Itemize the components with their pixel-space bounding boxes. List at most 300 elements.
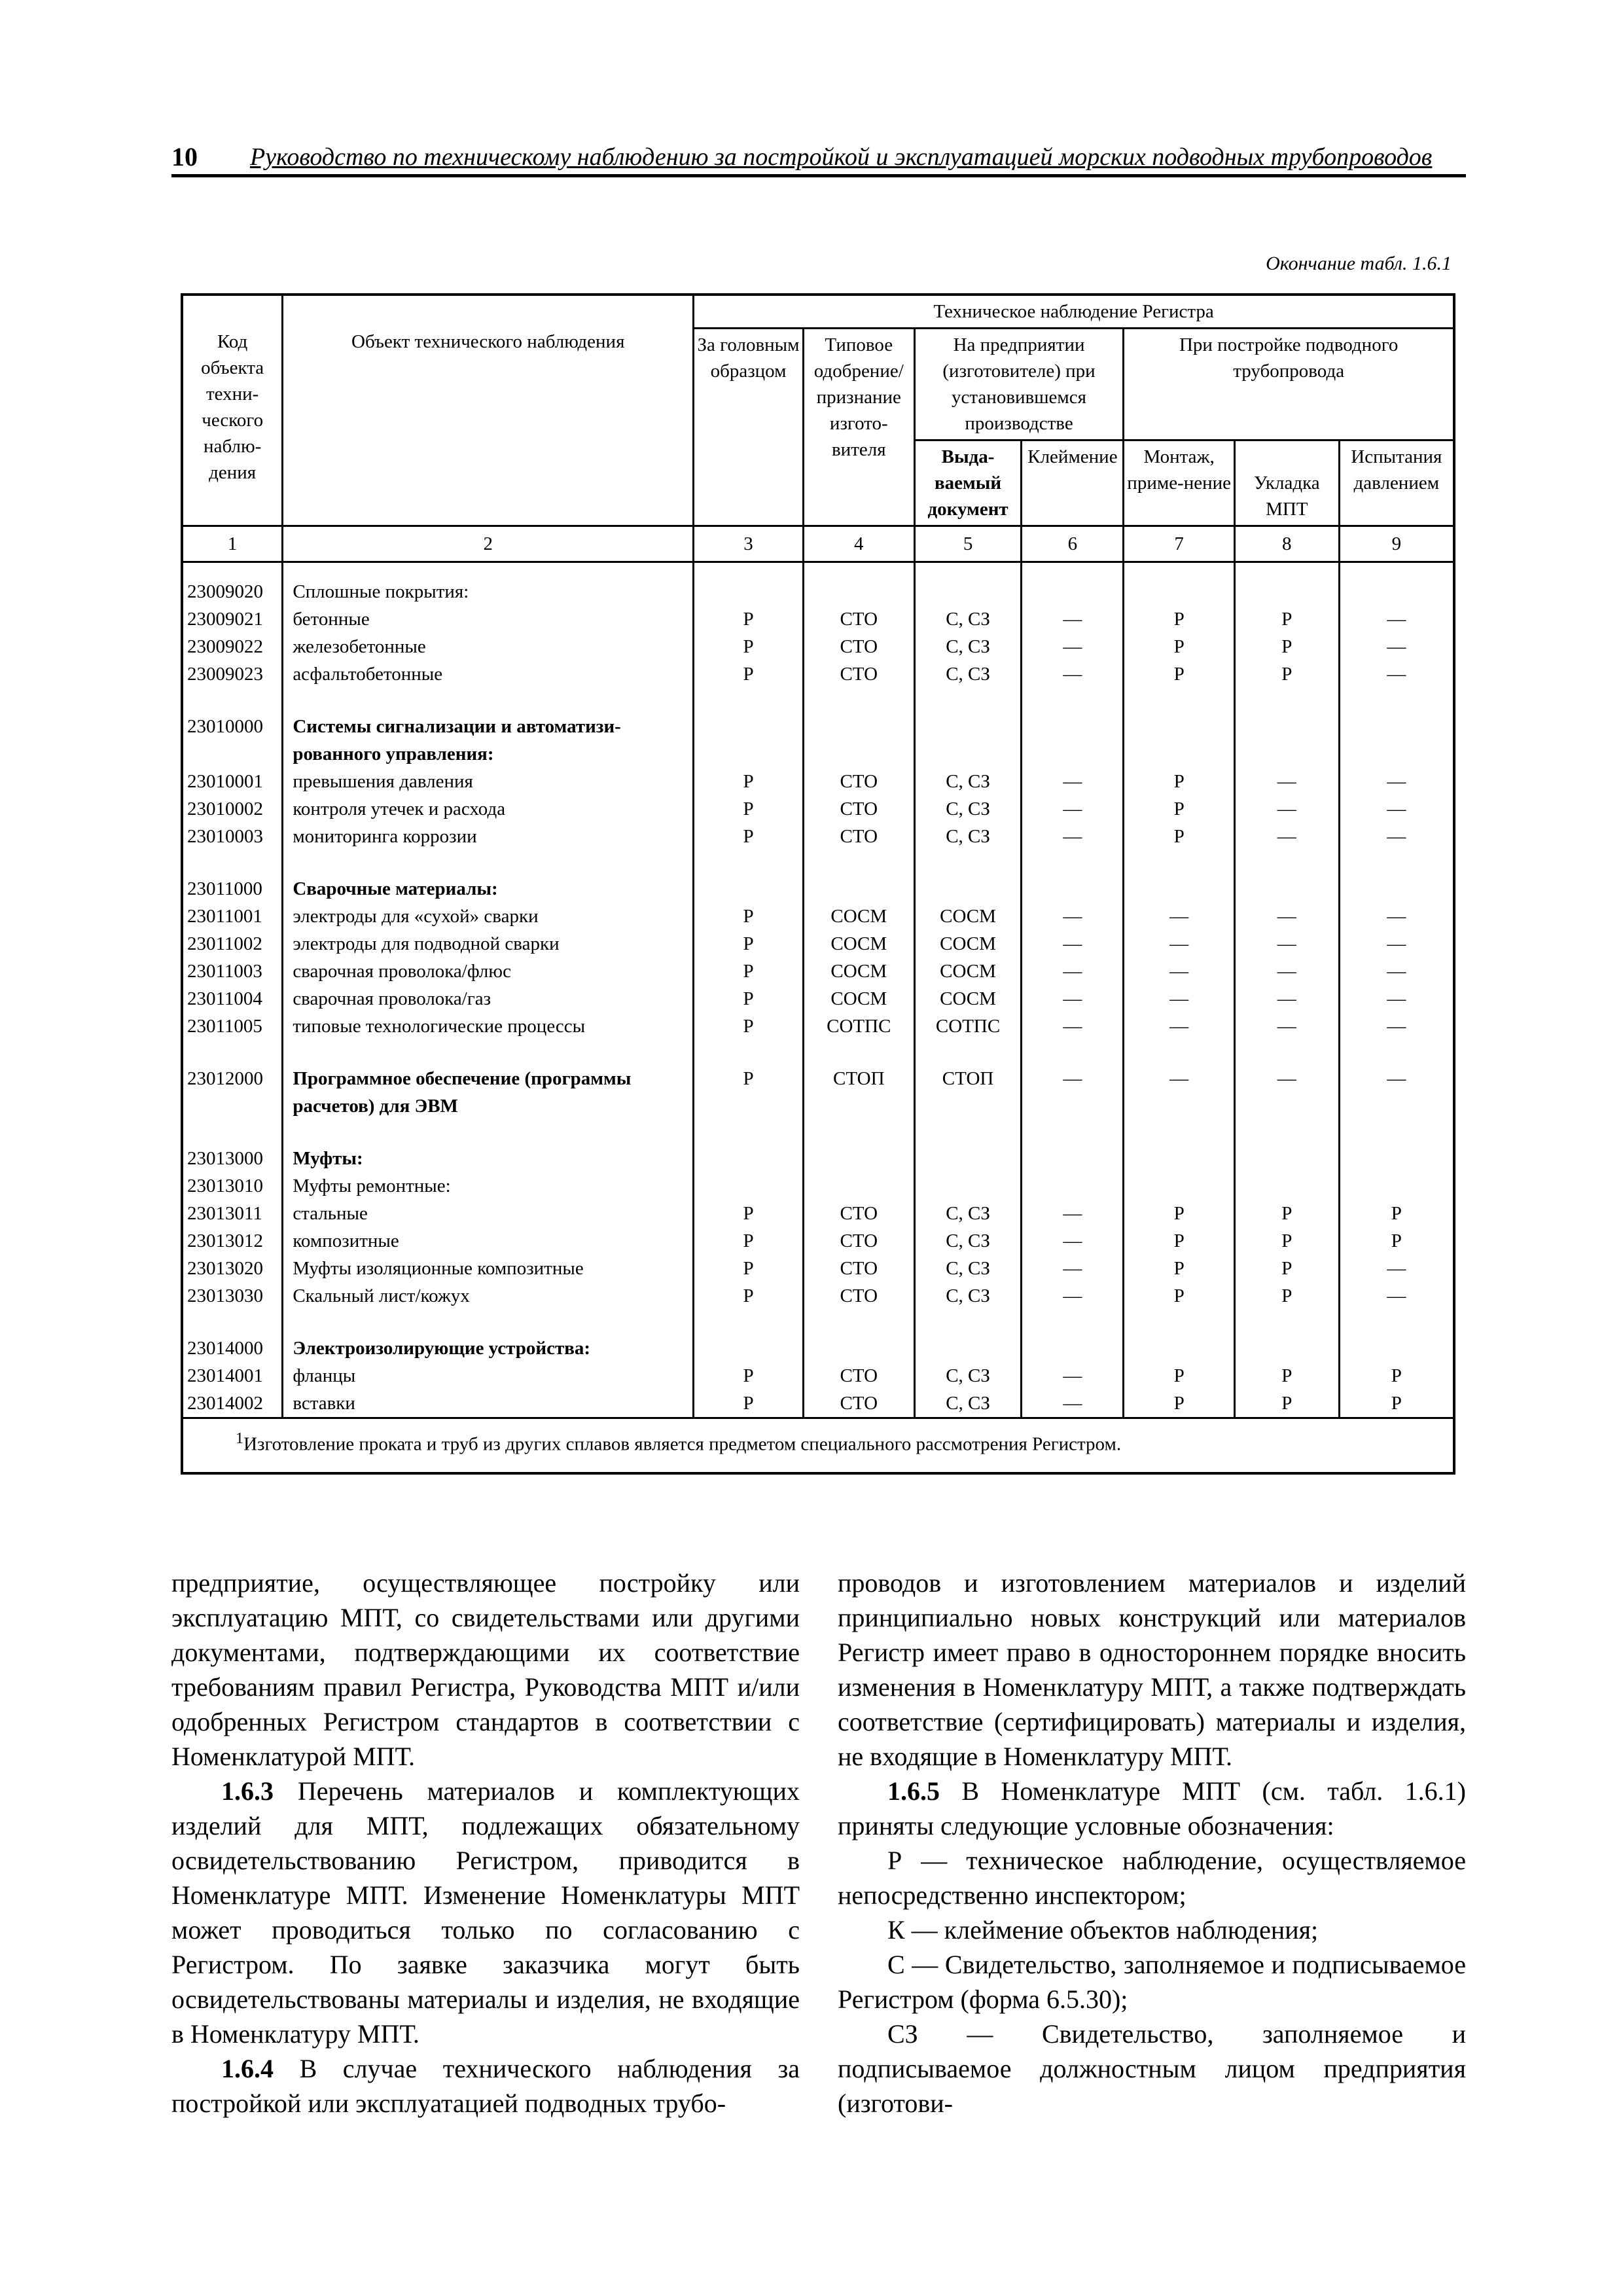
header-installation: Монтаж, приме-нение (1124, 440, 1235, 526)
supervision-value: Р (1234, 605, 1339, 633)
table-row (182, 1092, 1454, 1120)
table-row (182, 930, 1454, 958)
paragraph (838, 1843, 1466, 1912)
supervision-value: Р (1124, 823, 1235, 850)
supervision-value (914, 1172, 1022, 1200)
column-number: 2 (283, 526, 694, 562)
page-number: 10 (171, 142, 198, 171)
supervision-value: Р (1124, 1390, 1235, 1418)
object-name: бетонные (283, 605, 694, 633)
table-row (182, 1200, 1454, 1227)
object-name: железобетонные (283, 633, 694, 660)
supervision-value: СТО (803, 1362, 914, 1390)
supervision-value: СОСМ (914, 985, 1022, 1013)
object-name: Сварочные материалы: (283, 875, 694, 903)
table-row (182, 633, 1454, 660)
column-number: 6 (1022, 526, 1124, 562)
supervision-value (1234, 1172, 1339, 1200)
header-object: Объект технического наблюдения (283, 295, 694, 526)
supervision-value (1124, 1335, 1235, 1362)
supervision-value: Р (1391, 1393, 1402, 1414)
supervision-value: — (1234, 985, 1339, 1013)
object-code: 23011003 (182, 958, 283, 985)
table-row (182, 875, 1454, 903)
paragraph-number: 1.6.3 (221, 1776, 274, 1806)
paragraph-text: В Номенклатуре МПТ (см. табл. 1.6.1) приняты следующие условные обозначения: (838, 1776, 1466, 1840)
supervision-value (1022, 713, 1124, 740)
supervision-value: С, СЗ (914, 1200, 1022, 1227)
supervision-value: — (1387, 906, 1406, 927)
supervision-value: СТО (803, 795, 914, 823)
supervision-value: — (1387, 1068, 1406, 1089)
column-number: 4 (803, 526, 914, 562)
supervision-value (1234, 875, 1339, 903)
paragraph-text: Перечень материалов и комплектующих изделий для МПТ, подлежащих обязательному освидетельствованию Регистром, приводится в Номенклатуре МПТ. Изменение Номенклатуры МПТ может проводиться только по согласованию с Регистром. По заявке заказчика могут быть освидетельствованы материалы и изделия, не входящие в Номенклатуру МПТ. (171, 1776, 800, 2049)
supervision-value: — (1234, 958, 1339, 985)
supervision-value (1124, 740, 1235, 768)
supervision-value: Р (694, 1282, 804, 1310)
supervision-value (1124, 1172, 1235, 1200)
supervision-value: СОТПС (914, 1013, 1022, 1040)
nomenclature-table (181, 293, 1455, 1475)
supervision-value: — (1022, 1227, 1124, 1255)
supervision-value: Р (694, 768, 804, 795)
object-name: Сплошные покрытия: (283, 562, 694, 606)
header-branding: Клеймение (1022, 440, 1124, 526)
supervision-value: Р (1124, 605, 1235, 633)
object-name: асфальтобетонные (283, 660, 694, 688)
supervision-value (803, 1092, 914, 1120)
supervision-value: С, СЗ (914, 1362, 1022, 1390)
object-name: Муфты ремонтные: (283, 1172, 694, 1200)
supervision-value (1022, 1092, 1124, 1120)
object-code (182, 740, 283, 768)
object-code: 23010001 (182, 768, 283, 795)
supervision-value: Р (1234, 1227, 1339, 1255)
object-code: 23009021 (182, 605, 283, 633)
object-name: Системы сигнализации и автоматизи- (283, 713, 694, 740)
supervision-value: Р (694, 1065, 804, 1092)
supervision-value: — (1234, 1065, 1339, 1092)
supervision-value: С, СЗ (914, 1282, 1022, 1310)
supervision-value (1124, 1145, 1235, 1172)
supervision-value (694, 1335, 804, 1362)
supervision-value: СТО (803, 1390, 914, 1418)
object-code: 23009022 (182, 633, 283, 660)
page-header (171, 141, 1466, 177)
supervision-value: С, СЗ (914, 1255, 1022, 1282)
table-header (182, 295, 1454, 562)
paragraph-text: В случае технического наблюдения за постройкой или эксплуатацией подводных трубо- (171, 2054, 800, 2118)
supervision-value: СТО (803, 1255, 914, 1282)
supervision-value: — (1022, 1255, 1124, 1282)
supervision-value: С, СЗ (914, 768, 1022, 795)
paragraph-text: Р — техническое наблюдение, осуществляемое непосредственно инспектором; (838, 1846, 1466, 1910)
object-name: расчетов) для ЭВМ (283, 1092, 694, 1120)
supervision-value: Р (1124, 1362, 1235, 1390)
supervision-value: Р (694, 633, 804, 660)
supervision-value: — (1022, 633, 1124, 660)
table-row (182, 1255, 1454, 1282)
header-prototype: За головным образцом (694, 329, 804, 526)
supervision-value: — (1022, 660, 1124, 688)
supervision-value: СТО (803, 1200, 914, 1227)
table-row (182, 1172, 1454, 1200)
column-number: 8 (1234, 526, 1339, 562)
supervision-value: СТОП (803, 1065, 914, 1092)
supervision-value: — (1387, 1016, 1406, 1037)
supervision-value: Р (1124, 1200, 1235, 1227)
object-code: 23011004 (182, 985, 283, 1013)
supervision-value: СОСМ (803, 903, 914, 930)
supervision-value: — (1387, 961, 1406, 982)
table-row (182, 1013, 1454, 1040)
supervision-value: — (1124, 985, 1235, 1013)
supervision-value (1022, 1335, 1124, 1362)
supervision-value: СТО (803, 605, 914, 633)
supervision-value: — (1022, 1013, 1124, 1040)
supervision-value (694, 1172, 804, 1200)
object-code: 23013012 (182, 1227, 283, 1255)
paragraph (171, 2051, 800, 2121)
supervision-value: Р (694, 1390, 804, 1418)
supervision-value: Р (694, 823, 804, 850)
supervision-value: — (1387, 988, 1406, 1009)
table-row (182, 1362, 1454, 1390)
object-name: Электроизолирующие устройства: (283, 1335, 694, 1362)
supervision-value: С, СЗ (914, 1227, 1022, 1255)
table-row (182, 823, 1454, 850)
object-name: сварочная проволока/флюс (283, 958, 694, 985)
column-number: 9 (1339, 526, 1454, 562)
object-name: вставки (283, 1390, 694, 1418)
object-code: 23010002 (182, 795, 283, 823)
header-supervision: Техническое наблюдение Регистра (694, 295, 1454, 329)
supervision-value: — (1124, 958, 1235, 985)
object-code: 23014002 (182, 1390, 283, 1418)
supervision-value (914, 740, 1022, 768)
supervision-value: С, СЗ (914, 795, 1022, 823)
supervision-value (1339, 1145, 1454, 1172)
supervision-value (1022, 562, 1124, 606)
supervision-value (1124, 1092, 1235, 1120)
supervision-value (1234, 1145, 1339, 1172)
supervision-value: — (1022, 930, 1124, 958)
column-number-row (182, 526, 1454, 562)
supervision-value: Р (1124, 768, 1235, 795)
object-code: 23011002 (182, 930, 283, 958)
object-code: 23011001 (182, 903, 283, 930)
supervision-value: Р (1234, 1255, 1339, 1282)
supervision-value (1339, 713, 1454, 740)
text-column-left (171, 1566, 800, 2121)
supervision-value (803, 1335, 914, 1362)
supervision-value (1022, 1145, 1124, 1172)
supervision-value: — (1022, 1390, 1124, 1418)
supervision-value: — (1387, 609, 1406, 630)
supervision-value: СТО (803, 633, 914, 660)
column-number: 3 (694, 526, 804, 562)
supervision-value (694, 875, 804, 903)
object-name: рованного управления: (283, 740, 694, 768)
supervision-value: Р (1124, 633, 1235, 660)
header-document: Выда-ваемый документ (914, 440, 1022, 526)
header-code: Код объекта техни-ческого наблю-дения (182, 295, 283, 526)
supervision-value: СТО (803, 1282, 914, 1310)
supervision-value: Р (1124, 1227, 1235, 1255)
supervision-value (694, 1145, 804, 1172)
supervision-value (803, 875, 914, 903)
supervision-value: Р (694, 1227, 804, 1255)
supervision-value (1339, 1335, 1454, 1362)
supervision-value (1022, 1172, 1124, 1200)
supervision-value (914, 1092, 1022, 1120)
supervision-value: Р (694, 1013, 804, 1040)
supervision-value: СТОП (914, 1065, 1022, 1092)
supervision-value: Р (694, 660, 804, 688)
supervision-value: Р (1234, 633, 1339, 660)
supervision-value: — (1124, 1065, 1235, 1092)
object-code: 23009023 (182, 660, 283, 688)
object-name: превышения давления (283, 768, 694, 795)
supervision-value: СОСМ (803, 985, 914, 1013)
supervision-value (694, 713, 804, 740)
supervision-value: Р (1234, 660, 1339, 688)
supervision-value: Р (1391, 1203, 1402, 1224)
supervision-value (1339, 1172, 1454, 1200)
column-number: 1 (182, 526, 283, 562)
supervision-value: — (1234, 1013, 1339, 1040)
supervision-value (1124, 713, 1235, 740)
object-name: Программное обеспечение (программы (283, 1065, 694, 1092)
supervision-value: — (1022, 795, 1124, 823)
supervision-value: — (1124, 903, 1235, 930)
supervision-value: Р (694, 1200, 804, 1227)
supervision-value (1022, 875, 1124, 903)
supervision-value (914, 1145, 1022, 1172)
paragraph (838, 1566, 1466, 1774)
supervision-value: СОСМ (803, 958, 914, 985)
supervision-value (1124, 562, 1235, 606)
table-row (182, 795, 1454, 823)
supervision-value: Р (694, 930, 804, 958)
paragraph (838, 1774, 1466, 1843)
footnote-text: Изготовление проката и труб из других сплавов является предметом специального рассмотрения Регистром. (243, 1433, 1122, 1455)
supervision-value: Р (1124, 795, 1235, 823)
footnote-mark: 1 (236, 1429, 244, 1447)
paragraph-text: СЗ — Свидетельство, заполняемое и подписываемое должностным лицом предприятия (изготови- (838, 2019, 1466, 2118)
paragraph (838, 1912, 1466, 1947)
table-row (182, 1227, 1454, 1255)
supervision-value: СТО (803, 1227, 914, 1255)
supervision-value: С, СЗ (914, 1390, 1022, 1418)
header-type-approval: Типовое одобрение/ признание изгото-вителя (803, 329, 914, 526)
object-code: 23014001 (182, 1362, 283, 1390)
supervision-value (1234, 1092, 1339, 1120)
table-row (182, 562, 1454, 606)
supervision-value: — (1022, 605, 1124, 633)
paragraph (838, 1947, 1466, 2017)
supervision-value: — (1022, 985, 1124, 1013)
table-row (182, 1335, 1454, 1362)
header-laying: Укладка МПТ (1234, 440, 1339, 526)
supervision-value (803, 1145, 914, 1172)
running-title: Руководство по техническому наблюдению за постройкой и эксплуатацией морских подводных трубопроводов (250, 143, 1433, 171)
table-row (182, 605, 1454, 633)
supervision-value: — (1022, 823, 1124, 850)
group-spacer (182, 1120, 1454, 1145)
supervision-value: — (1022, 1362, 1124, 1390)
supervision-value (803, 562, 914, 606)
supervision-value: Р (1391, 1230, 1402, 1251)
supervision-value: — (1234, 768, 1339, 795)
group-spacer (182, 1310, 1454, 1335)
supervision-value: Р (694, 903, 804, 930)
object-code: 23013000 (182, 1145, 283, 1172)
supervision-value: СТО (803, 660, 914, 688)
supervision-value: Р (1234, 1282, 1339, 1310)
supervision-value (694, 1092, 804, 1120)
table-row (182, 768, 1454, 795)
header-pressure-test: Испытания давлением (1339, 440, 1454, 526)
paragraph-text: К — клеймение объектов наблюдения; (887, 1915, 1319, 1945)
object-name: электроды для «сухой» сварки (283, 903, 694, 930)
header-at-construction: При постройке подводного трубопровода (1124, 329, 1454, 440)
supervision-value: — (1234, 903, 1339, 930)
supervision-value (1234, 740, 1339, 768)
object-name: сварочная проволока/газ (283, 985, 694, 1013)
supervision-value: Р (1234, 1362, 1339, 1390)
paragraph (171, 1566, 800, 1774)
supervision-value: СОСМ (803, 930, 914, 958)
supervision-value: Р (694, 605, 804, 633)
supervision-value (914, 713, 1022, 740)
paragraph (171, 1774, 800, 2051)
object-code: 23013020 (182, 1255, 283, 1282)
table-row (182, 713, 1454, 740)
supervision-value (1234, 713, 1339, 740)
table-row (182, 740, 1454, 768)
supervision-value: Р (694, 795, 804, 823)
supervision-value (1022, 740, 1124, 768)
supervision-value: СТО (803, 768, 914, 795)
supervision-value: — (1234, 823, 1339, 850)
supervision-value: — (1234, 795, 1339, 823)
paragraph-number: 1.6.5 (887, 1776, 940, 1806)
supervision-value (694, 562, 804, 606)
object-code: 23013030 (182, 1282, 283, 1310)
supervision-value: Р (1234, 1390, 1339, 1418)
supervision-value: — (1022, 768, 1124, 795)
supervision-value: — (1234, 930, 1339, 958)
supervision-value: — (1124, 930, 1235, 958)
object-code: 23011005 (182, 1013, 283, 1040)
object-code: 23014000 (182, 1335, 283, 1362)
supervision-value: Р (1234, 1200, 1339, 1227)
object-code: 23009020 (182, 562, 283, 606)
object-code: 23013010 (182, 1172, 283, 1200)
table-body (182, 562, 1454, 1418)
supervision-value (1339, 562, 1454, 606)
supervision-value: — (1387, 798, 1406, 819)
supervision-value: С, СЗ (914, 633, 1022, 660)
supervision-value: — (1387, 664, 1406, 685)
supervision-value: Р (694, 985, 804, 1013)
supervision-value: — (1022, 1200, 1124, 1227)
paragraph-text: проводов и изготовлением материалов и изделий принципиально новых конструкций или материалов Регистр имеет право в одностороннем порядке вносить изменения в Номенклатуру МПТ, а также подтверждать соответствие (сертифицировать) материалы и изделия, не входящие в Номенклатуру МПТ. (838, 1568, 1466, 1771)
supervision-value: — (1022, 903, 1124, 930)
supervision-value: — (1387, 933, 1406, 954)
object-code: 23010003 (182, 823, 283, 850)
supervision-value: Р (694, 1255, 804, 1282)
supervision-value: Р (1391, 1365, 1402, 1386)
table-continuation-label: Окончание табл. 1.6.1 (1266, 253, 1452, 274)
object-name: фланцы (283, 1362, 694, 1390)
supervision-value: — (1124, 1013, 1235, 1040)
object-code (182, 1092, 283, 1120)
text-column-right (838, 1566, 1466, 2121)
object-name: типовые технологические процессы (283, 1013, 694, 1040)
supervision-value: СОСМ (914, 958, 1022, 985)
supervision-value (803, 1172, 914, 1200)
object-name: контроля утечек и расхода (283, 795, 694, 823)
supervision-value (914, 562, 1022, 606)
supervision-value (1339, 1092, 1454, 1120)
supervision-value: — (1022, 1065, 1124, 1092)
supervision-value: — (1387, 771, 1406, 792)
supervision-value: Р (1124, 1282, 1235, 1310)
supervision-value (1234, 1335, 1339, 1362)
supervision-value: — (1387, 1258, 1406, 1279)
supervision-value: СОТПС (803, 1013, 914, 1040)
table-row (182, 1145, 1454, 1172)
object-name: мониторинга коррозии (283, 823, 694, 850)
supervision-value (914, 875, 1022, 903)
supervision-value (1339, 740, 1454, 768)
object-name: композитные (283, 1227, 694, 1255)
table-row (182, 660, 1454, 688)
supervision-value (694, 740, 804, 768)
group-spacer (182, 688, 1454, 713)
paragraph-text: предприятие, осуществляющее постройку или эксплуатацию МПТ, со свидетельствами или другими документами, подтверждающими их соответствие требованиям правил Регистра, Руководства МПТ и/или одобренных Регистром стандартов в соответствии с Номенклатурой МПТ. (171, 1568, 800, 1771)
supervision-value: Р (1124, 1255, 1235, 1282)
supervision-value: С, СЗ (914, 660, 1022, 688)
paragraph-text: С — Свидетельство, заполняемое и подписываемое Регистром (форма 6.5.30); (838, 1950, 1466, 2014)
supervision-value: С, СЗ (914, 605, 1022, 633)
supervision-value (914, 1335, 1022, 1362)
table-row (182, 985, 1454, 1013)
supervision-value (1124, 875, 1235, 903)
table-row (182, 903, 1454, 930)
table-row (182, 1282, 1454, 1310)
supervision-value: Р (1124, 660, 1235, 688)
object-name: электроды для подводной сварки (283, 930, 694, 958)
supervision-value: СТО (803, 823, 914, 850)
object-name: Скальный лист/кожух (283, 1282, 694, 1310)
supervision-value: Р (694, 958, 804, 985)
object-code: 23013011 (182, 1200, 283, 1227)
supervision-value (803, 713, 914, 740)
object-name: стальные (283, 1200, 694, 1227)
group-spacer (182, 850, 1454, 875)
supervision-value: — (1022, 1282, 1124, 1310)
table-row (182, 1065, 1454, 1092)
table-row (182, 958, 1454, 985)
column-number: 5 (914, 526, 1022, 562)
supervision-value (1339, 875, 1454, 903)
group-spacer (182, 1040, 1454, 1065)
paragraph (838, 2017, 1466, 2121)
